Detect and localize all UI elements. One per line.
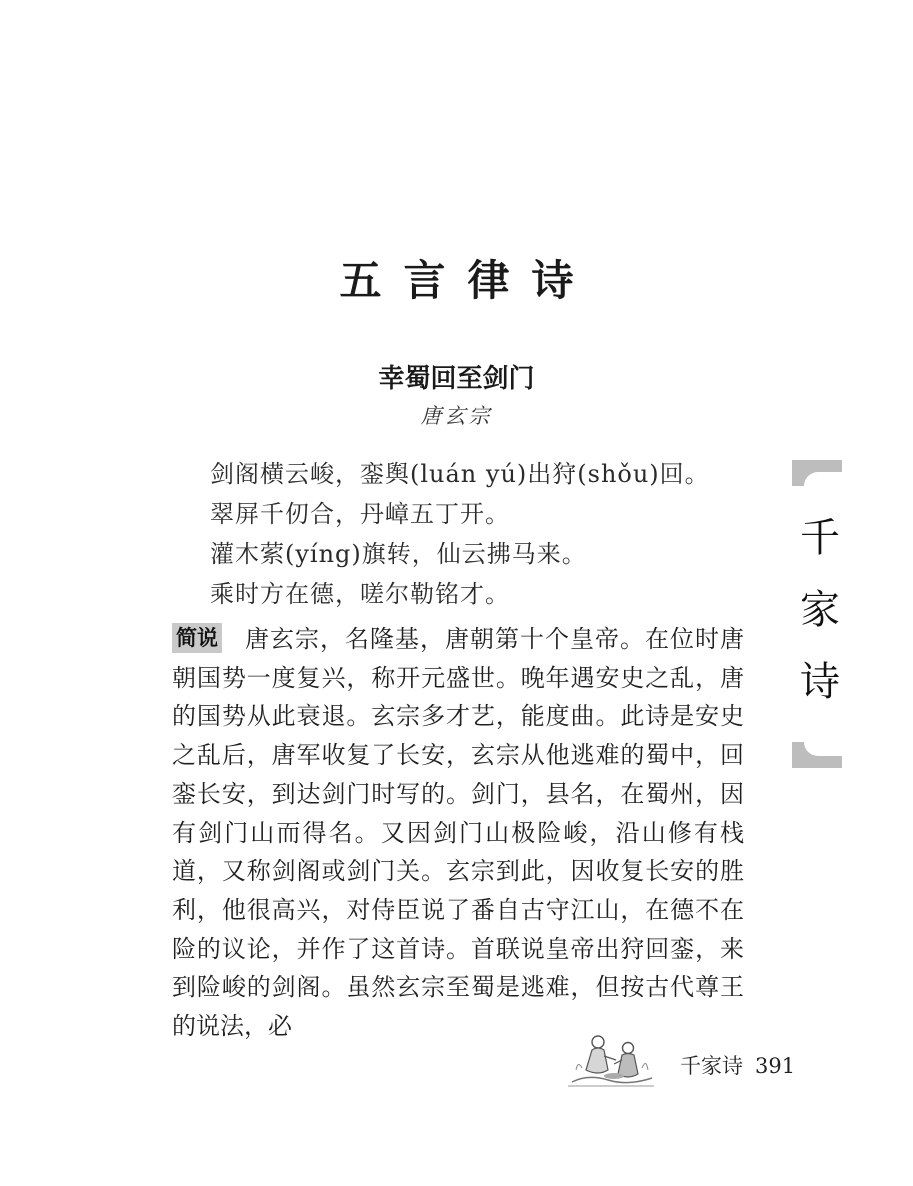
- poem-body: [210, 454, 750, 614]
- page-footer: [680, 1050, 795, 1080]
- side-tab-bottom-bracket: [792, 742, 842, 768]
- poem-author: 唐玄宗: [420, 404, 493, 428]
- commentary-label-badge: 简说: [172, 623, 222, 653]
- side-tab: [792, 460, 842, 768]
- poem-line: 翠屏千仞合，丹嶂五丁开。: [210, 500, 510, 528]
- page-number: 391: [755, 1054, 796, 1078]
- two-figures-illustration-icon: [568, 1030, 654, 1088]
- side-tab-text: 千家诗: [800, 515, 840, 705]
- poem-title: 幸蜀回至剑门: [378, 364, 535, 394]
- commentary-text: 唐玄宗，名隆基，唐朝第十个皇帝。在位时唐朝国势一度复兴，称开元盛世。晚年遇安史之乱，唐的国势从此衰退。玄宗多才艺，能度曲。此诗是安史之乱后，唐军收复了长安，玄宗从他逃难的蜀中，回銮长安，到达剑门时写的。剑门，县名，在蜀州，因有剑门山而得名。又因剑门山极险峻，沿山修有栈道，又称剑阁或剑门关。玄宗到此，因收复长安的胜利，他很高兴，对侍臣说了番自古守江山，在德不在险的议论，并作了这首诗。首联说皇帝出狩回銮，来到险峻的剑阁。虽然玄宗至蜀是逃难，但按古代尊王的说法，必: [172, 625, 744, 1041]
- poem-line: 乘时方在德，嗟尔勒铭才。: [210, 580, 510, 608]
- commentary-paragraph: [172, 620, 744, 1046]
- footer-book-title: 千家诗: [680, 1054, 743, 1078]
- poem-line: 灌木萦(yíng)旗转，仙云拂马来。: [210, 540, 587, 568]
- poem-line: 剑阁横云峻，銮舆(luán yú)出狩(shǒu)回。: [210, 460, 710, 488]
- side-tab-top-bracket: [792, 460, 842, 486]
- section-title: 五言律诗: [339, 256, 596, 305]
